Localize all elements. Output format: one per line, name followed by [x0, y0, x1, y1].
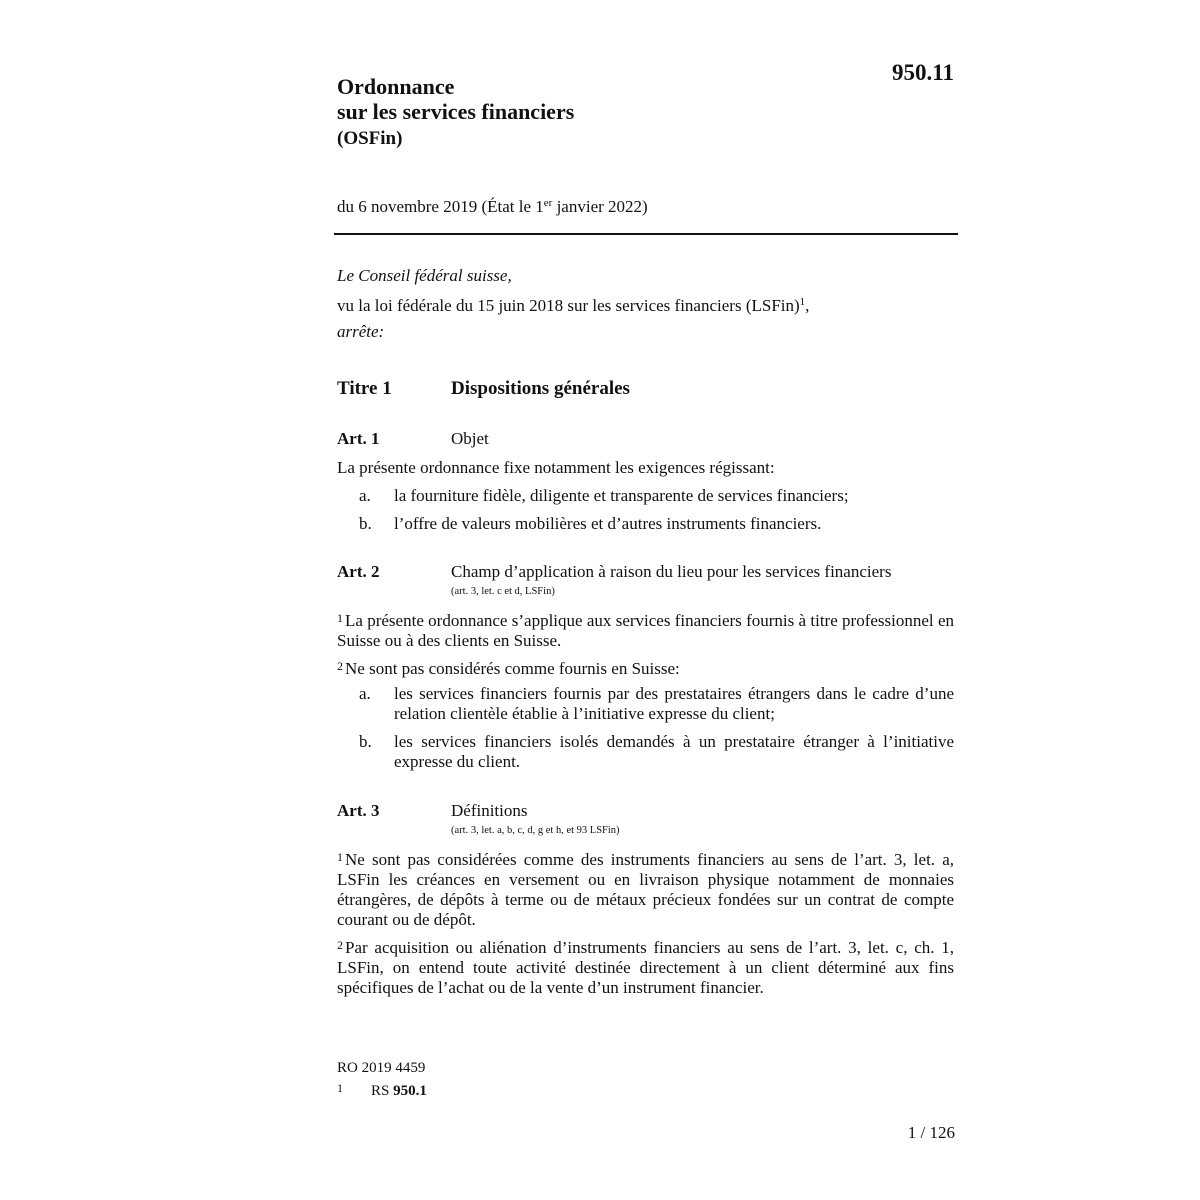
paragraph-text: Par acquisition ou aliénation d’instruments financiers au sens de l’art. 3, let. c, ch. 1, LSFin, on entend toute activité destinée directement à un client déterminé aux fins spécifiques de l’achat ou de la vente d’un instrument financier. [337, 938, 954, 997]
footnote-1 [337, 1078, 427, 1101]
art3-paragraph-2 [337, 935, 954, 998]
titre-title: Dispositions générales [451, 378, 630, 399]
art3-label: Art. 3 [337, 801, 380, 820]
paragraph-number: 1 [337, 611, 343, 625]
art3-paragraph-1 [337, 847, 954, 930]
art2-item-b [337, 732, 954, 772]
titre-label: Titre 1 [337, 378, 392, 399]
sr-number: 950.11 [892, 60, 954, 85]
art1-title: Objet [451, 429, 489, 448]
list-letter: b. [359, 732, 372, 751]
art1-heading [337, 428, 489, 450]
art1-item-a [337, 486, 954, 506]
list-letter: b. [359, 514, 372, 533]
footnote-sr-link[interactable]: 950.1 [393, 1083, 427, 1099]
footnotes [337, 1058, 427, 1101]
paragraph-number: 2 [337, 659, 343, 673]
list-letter: a. [359, 486, 371, 505]
title-line-2: sur les services financiers [337, 99, 575, 124]
date-prefix: du 6 novembre 2019 (État le 1 [337, 197, 544, 216]
preamble-basis-end: , [805, 296, 810, 315]
paragraph-number: 2 [337, 938, 343, 952]
date-line [337, 192, 648, 218]
art3-title: Définitions [451, 801, 528, 820]
art2-title: Champ d’application à raison du lieu pour les services financiers [451, 562, 892, 581]
document-title [337, 74, 574, 150]
art2-heading [337, 561, 891, 583]
art2-label: Art. 2 [337, 562, 380, 581]
footnote-ro: RO 2019 4459 [337, 1060, 426, 1076]
preamble-authority: Le Conseil fédéral suisse, [337, 266, 512, 285]
title-line-1: Ordonnance [337, 74, 455, 99]
art2-item-a [337, 684, 954, 724]
art1-label: Art. 1 [337, 429, 380, 448]
footnote-ref-1[interactable]: 1 [799, 296, 806, 308]
paragraph-text: Ne sont pas considérées comme des instruments financiers au sens de l’art. 3, let. a, LSFin les créances en versement ou en livraison physique notamment de monnaies étrangères, de dépôts à terme ou de métaux précieux fondées sur un contrat de compte courant ou de dépôt. [337, 850, 954, 929]
paragraph-text: La présente ordonnance s’applique aux services financiers fournis à titre professionnel en Suisse ou à des clients en Suisse. [337, 611, 954, 650]
page-number: 1 / 126 [907, 1123, 955, 1142]
list-text: la fourniture fidèle, diligente et transparente de services financiers; [394, 486, 849, 505]
list-text: les services financiers fournis par des prestataires étrangers dans le cadre d’une relation clientèle établie à l’initiative expresse du client; [394, 684, 954, 723]
art2-reference: (art. 3, let. c et d, LSFin) [451, 586, 555, 597]
header-divider [334, 233, 958, 235]
title-abbreviation: (OSFin) [337, 128, 403, 149]
art3-heading [337, 800, 528, 822]
art2-paragraph-1 [337, 608, 954, 651]
date-superscript: er [543, 197, 553, 209]
footnote-number: 1 [337, 1081, 343, 1095]
paragraph-text: Ne sont pas considérés comme fournis en Suisse: [345, 659, 680, 678]
preamble-basis-text: vu la loi fédérale du 15 juin 2018 sur les services financiers (LSFin) [337, 296, 800, 315]
preamble-basis [337, 289, 809, 319]
art3-reference: (art. 3, let. a, b, c, d, g et h, et 93 LSFin) [451, 825, 620, 836]
list-text: les services financiers isolés demandés à un prestataire étranger à l’initiative expresse du client. [394, 732, 954, 771]
date-suffix: janvier 2022) [552, 197, 648, 216]
preamble [337, 263, 809, 345]
list-text: l’offre de valeurs mobilières et d’autres instruments financiers. [394, 514, 822, 533]
list-letter: a. [359, 684, 371, 703]
footnote-prefix: RS [371, 1083, 394, 1099]
art1-item-b [337, 514, 954, 534]
paragraph-number: 1 [337, 850, 343, 864]
art2-paragraph-2 [337, 656, 954, 679]
preamble-decree: arrête: [337, 322, 385, 341]
art1-intro: La présente ordonnance fixe notamment les exigences régissant: [337, 458, 775, 477]
titre-heading [337, 378, 630, 400]
